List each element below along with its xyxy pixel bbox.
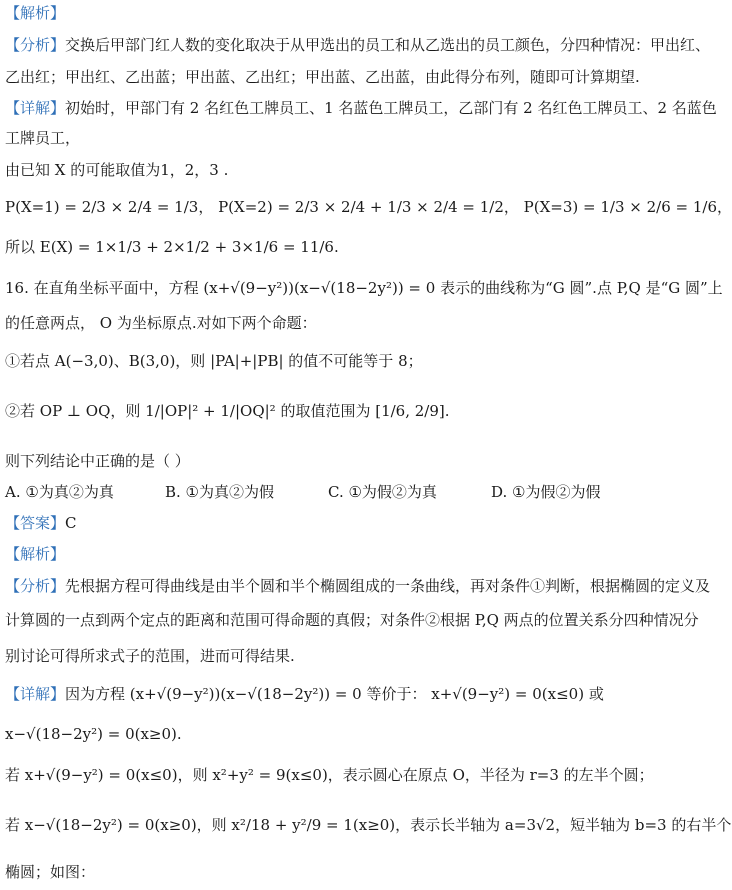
line-2-8: 若 x−√(18−2y²) = 0(x≥0)，则 x²/18 + y²/9 = 1(x≥0)，表示长半轴为 a=3√2，短半轴为 b=3 的右半个 <box>5 816 732 834</box>
expectation-line: 所以 E(X) = 1×1/3 + 2×1/2 + 3×1/6 = 11/6. <box>5 238 339 256</box>
question-prompt: 则下列结论中正确的是（ ） <box>5 452 190 470</box>
proposition-2: ②若 OP ⊥ OQ，则 1/|OP|² + 1/|OQ|² 的取值范围为 [1/6, 2/9]. <box>5 402 450 420</box>
question-16: 16. 在直角坐标平面中，方程 (x+√(9−y²))(x−√(18−2y²)) = 0 表示的曲线称为“G 圆”.点 P,Q 是“G 圆”上 <box>5 279 723 297</box>
section-tag: 【解析】 <box>5 4 66 22</box>
line-2-3: 计算圆的一点到两个定点的距离和范围可得命题的真假；对条件②根据 P,Q 两点的位置关系分四种情况分 <box>5 611 699 629</box>
line-2-5: 【详解】因为方程 (x+√(9−y²))(x−√(18−2y²)) = 0 等价于： x+√(9−y²) = 0(x≤0) 或 <box>5 685 604 703</box>
line-2-2: 【分析】先根据方程可得曲线是由半个圆和半个椭圆组成的一条曲线，再对条件①判断，根据椭圆的定义及 <box>5 577 711 595</box>
section-tag: 【解析】 <box>5 545 66 563</box>
answer-line <box>5 513 652 533</box>
line-2-1 <box>5 544 652 564</box>
line-2-6: x−√(18−2y²) = 0(x≥0). <box>5 725 182 743</box>
line-3: 乙出红；甲出红、乙出蓝；甲出蓝、乙出红；甲出蓝、乙出蓝，由此得分布列，随即可计算期望. <box>5 68 640 86</box>
line-2: 【分析】交换后甲部门红人数的变化取决于从甲选出的员工和从乙选出的员工颜色，分四种情况：甲出红、 <box>5 36 711 54</box>
line-5: 工牌员工， <box>5 129 81 147</box>
option-d: D. ①为假②为假 <box>491 483 601 501</box>
section-tag: 【详解】 <box>5 99 66 117</box>
answer-value: C <box>65 514 77 532</box>
option-c: C. ①为假②为真 <box>328 483 437 501</box>
section-tag: 【分析】 <box>5 36 66 54</box>
answer-options <box>5 482 652 502</box>
option-a: A. ①为真②为真 <box>5 483 114 501</box>
line-2-9: 椭圆；如图： <box>5 863 96 881</box>
line-10: 的任意两点， O 为坐标原点.对如下两个命题： <box>5 314 317 332</box>
section-tag: 【分析】 <box>5 577 66 595</box>
line-6: 由已知 X 的可能取值为1，2，3 . <box>5 161 229 179</box>
answer-tag: 【答案】 <box>5 514 66 532</box>
probability-line: P(X=1) = 2/3 × 2/4 = 1/3， P(X=2) = 2/3 × 2/4 + 1/3 × 2/4 = 1/2， P(X=3) = 1/3 × 2/6 = 1/6， <box>5 198 732 216</box>
section-tag: 【详解】 <box>5 685 66 703</box>
line-1 <box>5 3 652 23</box>
line-4: 【详解】初始时，甲部门有 2 名红色工牌员工、1 名蓝色工牌员工，乙部门有 2 名红色工牌员工、2 名蓝色 <box>5 99 717 117</box>
line-2-4: 别讨论可得所求式子的范围，进而可得结果. <box>5 647 295 665</box>
option-b: B. ①为真②为假 <box>165 483 275 501</box>
line-2-7: 若 x+√(9−y²) = 0(x≤0)，则 x²+y² = 9(x≤0)，表示圆心在原点 O，半径为 r=3 的左半个圆； <box>5 766 654 784</box>
proposition-1: ①若点 A(−3,0)、B(3,0)，则 |PA|+|PB| 的值不可能等于 8； <box>5 352 423 370</box>
